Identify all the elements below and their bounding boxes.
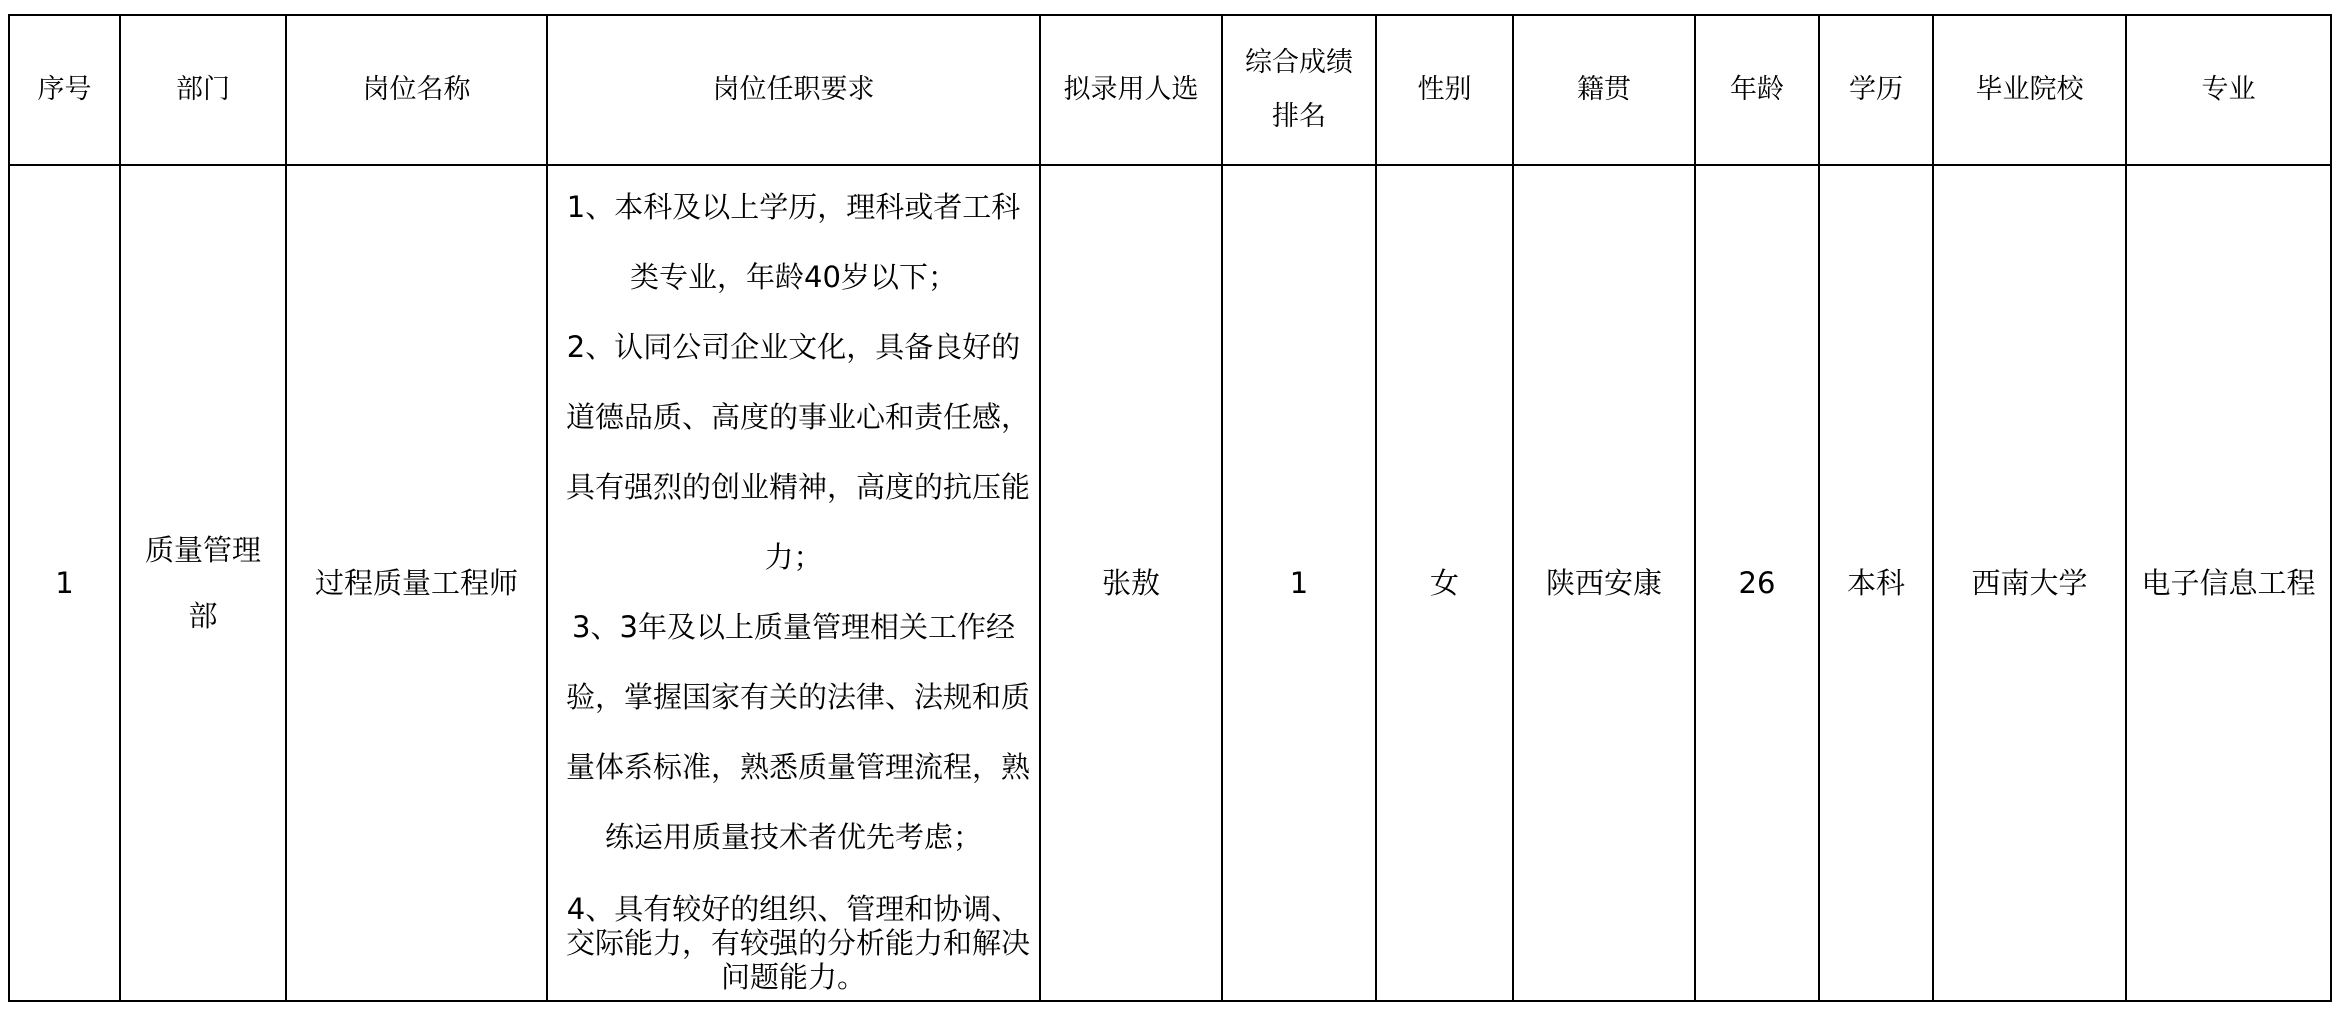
cell-department	[120, 165, 286, 1001]
cell-major: 电子信息工程	[2126, 165, 2331, 1001]
cell-requirements	[547, 165, 1040, 1001]
requirement-tail-line: 问题能力。	[720, 960, 866, 994]
header-department: 部门	[120, 15, 286, 165]
header-education: 学历	[1819, 15, 1933, 165]
requirement-tail	[566, 872, 1031, 994]
cell-position: 过程质量工程师	[286, 165, 547, 1001]
requirement-line: 3、3年及以上质量管理相关工作经	[572, 610, 1015, 644]
header-index: 序号	[9, 15, 120, 165]
header-position: 岗位名称	[286, 15, 547, 165]
cell-candidate: 张敖	[1040, 165, 1222, 1001]
requirement-line: 练运用质量技术者优先考虑；	[604, 820, 982, 854]
header-origin: 籍贯	[1513, 15, 1695, 165]
requirement-line: 类专业，年龄40岁以下；	[630, 260, 957, 294]
requirement-line: 力；	[764, 540, 823, 574]
header-row	[9, 15, 2331, 165]
requirement-line: 量体系标准，熟悉质量管理流程，熟	[566, 750, 1031, 784]
requirement-line: 道德品质、高度的事业心和责任感，	[566, 400, 1031, 434]
requirement-tail-line: 交际能力，有较强的分析能力和解决	[566, 926, 1031, 960]
cell-index: 1	[9, 165, 120, 1001]
header-gender: 性别	[1376, 15, 1513, 165]
header-school: 毕业院校	[1933, 15, 2126, 165]
header-rank	[1222, 15, 1376, 165]
table-row	[9, 165, 2331, 1001]
requirement-line: 具有强烈的创业精神，高度的抗压能	[566, 470, 1031, 504]
header-rank-line2: 排名	[1272, 101, 1326, 132]
requirement-line: 验，掌握国家有关的法律、法规和质	[566, 680, 1031, 714]
header-candidate: 拟录用人选	[1040, 15, 1222, 165]
cell-age: 26	[1695, 165, 1819, 1001]
cell-gender: 女	[1376, 165, 1513, 1001]
header-age: 年龄	[1695, 15, 1819, 165]
cell-education: 本科	[1819, 165, 1933, 1001]
header-rank-line1: 综合成绩	[1245, 47, 1353, 78]
cell-origin: 陕西安康	[1513, 165, 1695, 1001]
requirement-line: 1、本科及以上学历，理科或者工科	[566, 190, 1021, 224]
recruitment-table	[8, 14, 2332, 1002]
cell-school: 西南大学	[1933, 165, 2126, 1001]
cell-department-line2: 部	[188, 599, 218, 633]
cell-rank: 1	[1222, 165, 1376, 1001]
header-major: 专业	[2126, 15, 2331, 165]
requirement-line: 2、认同公司企业文化，具备良好的	[566, 330, 1021, 364]
cell-department-line1: 质量管理	[144, 533, 261, 567]
header-requirements: 岗位任职要求	[547, 15, 1040, 165]
requirement-tail-line: 4、具有较好的组织、管理和协调、	[566, 892, 1021, 926]
